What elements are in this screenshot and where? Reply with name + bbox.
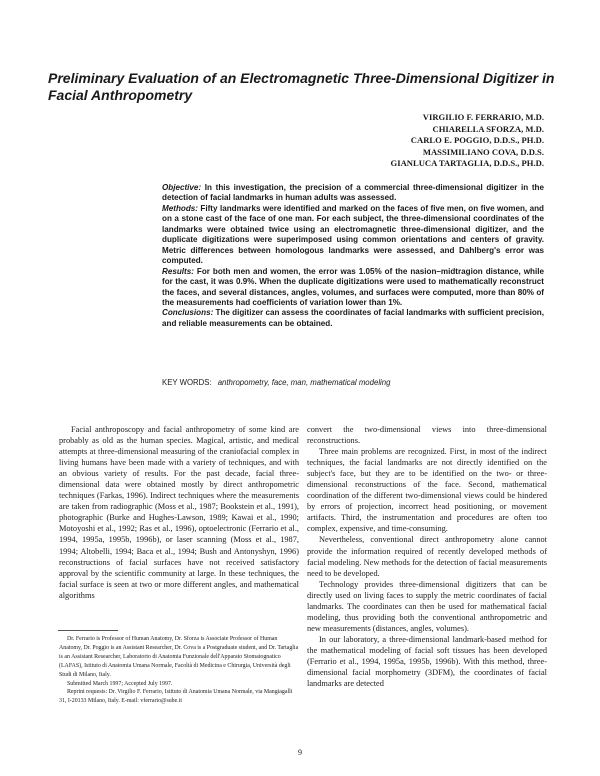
body-column-right xyxy=(307,424,547,689)
body-paragraph: In our laboratory, a three-dimensional landmark-based method for the mathematical modeling of facial soft tissues has been developed (Ferrario et al., 1994, 1995a, 1995b, 1996b). With this method, three-dimensional facial morphometry (3DFM), the coordinates of facial landmarks are detected xyxy=(307,634,547,689)
footnote-submission-dates: Submitted March 1997; Accepted July 1997. xyxy=(67,680,173,687)
abstract-objective-text: In this investigation, the precision of a commercial three-dimensional digitizer in the detection of facial landmarks in human adults was assessed. xyxy=(162,183,544,203)
author-list xyxy=(244,112,544,170)
body-paragraph: Technology provides three-dimensional digitizers that can be directly used on living faces to supply the metric coordinates of facial landmarks. The coordinates can then be used for mathematical facial modeling, thus providing both the conventional anthropometric and new measurements (distances, angles, volumes). xyxy=(307,579,547,633)
author-name: CARLO E. POGGIO, D.D.S., PH.D. xyxy=(410,135,544,145)
abstract-methods xyxy=(162,204,544,267)
author-name: CHIARELLA SFORZA, M.D. xyxy=(432,123,544,134)
author-name: GIANLUCA TARTAGLIA, D.D.S., PH.D. xyxy=(390,158,544,168)
body-paragraph: Facial anthroposcopy and facial anthropometry of some kind are probably as old as the human species. Magical, artistic, and medical attempts at three-dimensional measuring of the craniofacial complex in living humans have been made with a variety of techniques, and with an obvious variety of results. For the past decade, facial three-dimensional data were obtained mostly by direct anthropometric techniques (Farkas, 1996). Indirect techniques where the measurements are taken from radiographic (Moss et al., 1987; Bookstein et al., 1991), photographic (Burke and Hughes-Lawson, 1989; Kawai et al., 1990; Motoyoshi et al., 1992; Ras et al., 1996), optoelectronic (Ferrario et al., 1994, 1995a, 1995b, 1996b), or laser scanning (Moss et al., 1987, 1994; Altobelli, 1994; Baca et al., 1994; Bush and Antonyshyn, 1996) reconstructions of facial surfaces have not received satisfactory approval by the scientific community at large. In these techniques, the facial surface is seen at two or more different angles, and mathematical algorithms xyxy=(59,425,299,600)
footnote-reprint-requests: Reprint requests: Dr. Virgilio F. Ferrario, Istituto di Anatomia Umana Normale, via Mangiagalli 31, I-20133 Milano, Italy. E-mail: vferrario@sube.it xyxy=(59,689,293,705)
footnote-divider xyxy=(58,630,118,631)
body-paragraph: Nevertheless, conventional direct anthropometry alone cannot provide the information required of recently developed methods of facial modeling. New methods for the detection of facial measurements need to be developed. xyxy=(307,535,547,578)
paper-title: Preliminary Evaluation of an Electromagnetic Three-Dimensional Digitizer in Facial Anthropometry xyxy=(48,70,555,103)
keywords xyxy=(162,378,562,388)
abstract-conclusions xyxy=(162,308,544,329)
abstract-objective xyxy=(162,183,544,204)
abstract-conclusions-label: Conclusions: xyxy=(162,308,214,318)
body-paragraph: convert the two-dimensional views into three-dimensional reconstructions. xyxy=(307,425,547,446)
abstract-methods-label: Methods: xyxy=(162,203,198,213)
body-paragraph: Three main problems are recognized. First, in most of the indirect techniques, the facial landmarks are not directly identified on the subject's face, but they are to be identified on the two- or three-dimensional reconstructions of the face. Second, mathematical coordination of the different two-dimensional views could be hindered by errors of projection, incorrect head positioning, or movement artifacts. Third, the instrumentation and procedures are often too complex, expensive, and time-consuming. xyxy=(307,447,547,534)
author-name: VIRGILIO F. FERRARIO, M.D. xyxy=(422,112,544,122)
abstract-conclusions-text: The digitizer can assess the coordinates of facial landmarks with sufficient precision, and reliable measurements can be obtained. xyxy=(162,308,544,328)
abstract xyxy=(162,183,544,329)
page-number: 9 xyxy=(298,748,302,757)
abstract-methods-text: Fifty landmarks were identified and marked on the faces of five men, on five women, and on a stone cast of the face of one man. For each subject, the three-dimensional coordinates of the landmarks were obtained twice using an electromagnetic three-dimensional digitizer, and the duplicate digitizations were superimposed using common orientations and centers of gravity. Metric differences between homologous landmarks were assessed, and Dahlberg's error was computed. xyxy=(162,203,544,266)
footnotes xyxy=(59,635,299,706)
abstract-results xyxy=(162,267,544,309)
author-name: MASSIMILIANO COVA, D.D.S. xyxy=(422,146,544,157)
footnote-affiliations: Dr. Ferrario is Professor of Human Anatomy, Dr. Sforza is Associate Professor of Human Anatomy, Dr. Poggio is an Assistant Researcher, Dr. Cova is a Postgraduate student, and Dr. Tartaglia is an Assistant Researcher, Laboratorio di Anatomia Funzionale dell'Apparato Stomatognatico (LAFAS), Istituto di Anatomia Umana Normale, Facoltà di Medicina e Chirurgia, Università degli Studi di Milano, Italy. xyxy=(59,636,299,678)
abstract-results-text: For both men and women, the error was 1.05% of the nasion–midtragion distance, while for the cast, it was 0.9%. When the duplicate digitizations were used to mathematically reconstruct the faces, and several distances, angles, volumes, and surfaces were computed, more than 80% of the measurements had coefficients of variation lower than 1%. xyxy=(162,266,544,307)
keywords-values: anthropometry, face, man, mathematical modeling xyxy=(217,378,391,387)
body-column-left xyxy=(59,424,299,601)
abstract-objective-label: Objective: xyxy=(162,183,202,192)
abstract-results-label: Results: xyxy=(162,266,194,276)
keywords-label: KEY WORDS: xyxy=(162,378,212,387)
